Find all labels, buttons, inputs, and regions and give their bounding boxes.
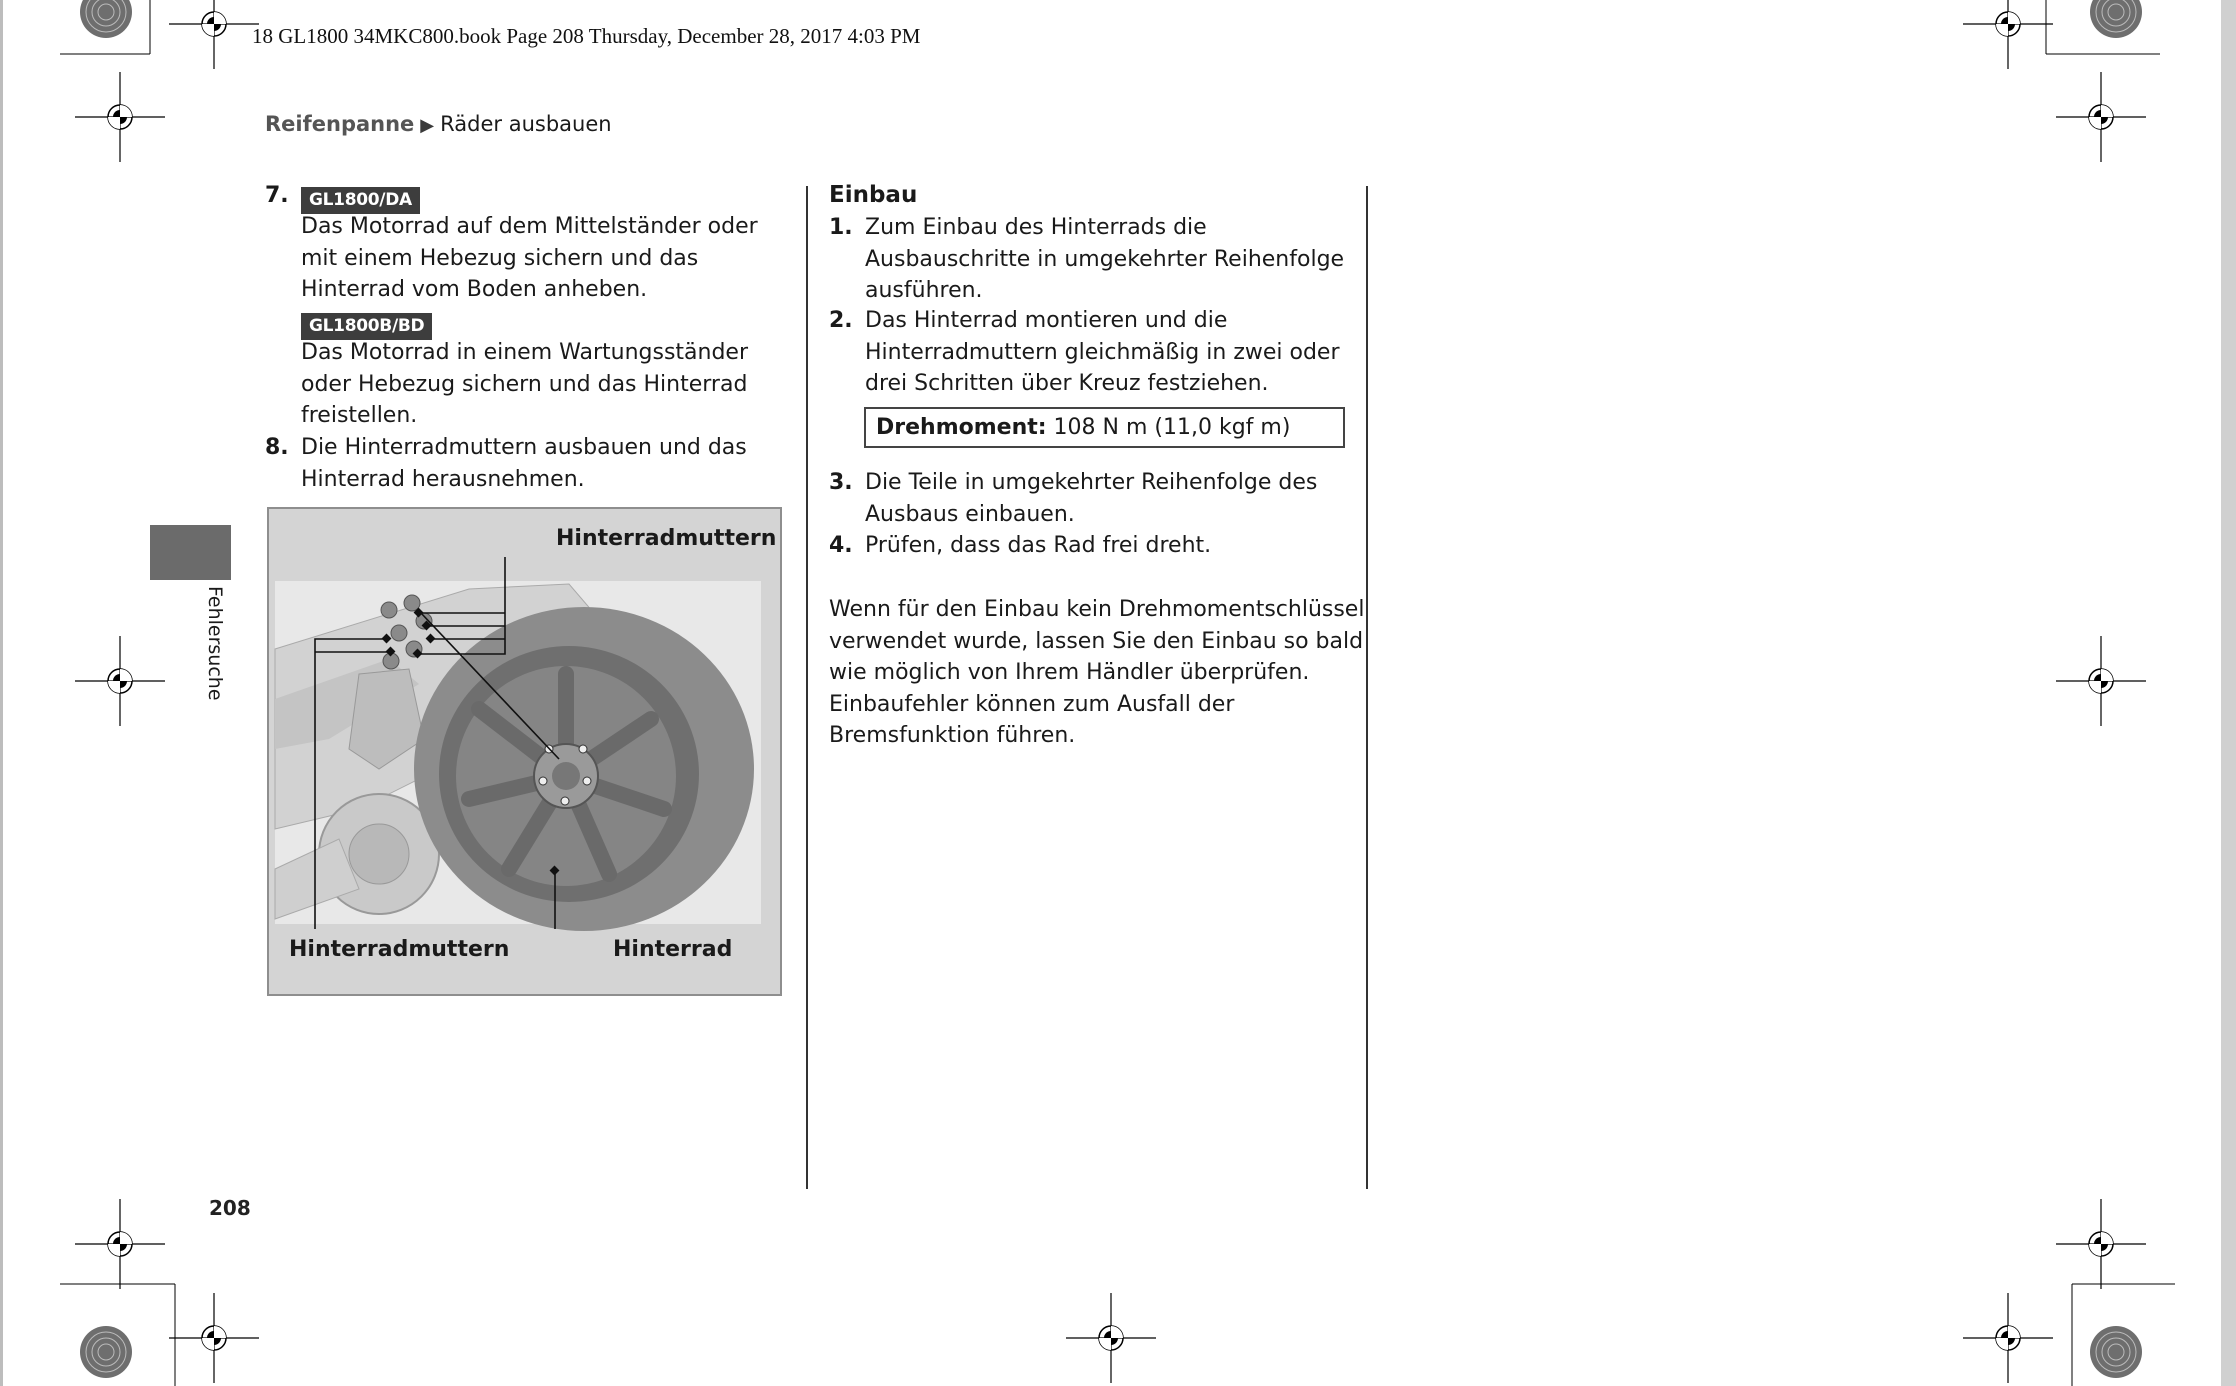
- text-line: Ausbaus einbauen.: [865, 501, 1075, 527]
- step-7-text-b: [301, 337, 748, 432]
- torque-value: 108 N m (11,0 kgf m): [1046, 415, 1291, 440]
- text-line: Die Teile in umgekehrter Reihenfolge des: [865, 470, 1318, 495]
- text-line: oder Hebezug sichern und das Hinterrad: [301, 371, 748, 397]
- text-line: wie möglich von Ihrem Händler überprüfen.: [829, 660, 1310, 685]
- step-number: 8.: [265, 435, 289, 460]
- text-line: mit einem Hebezug sichern und das: [301, 245, 699, 271]
- text-line: Das Motorrad auf dem Mittelständer oder: [301, 214, 758, 239]
- text-line: drei Schritten über Kreuz festziehen.: [865, 371, 1269, 396]
- text-line: Hinterrad herausnehmen.: [301, 466, 585, 492]
- section-title-einbau: Einbau: [829, 182, 918, 208]
- breadcrumb-current: Räder ausbauen: [440, 112, 612, 136]
- print-header-line: 18 GL1800 34MKC800.book Page 208 Thursday, December 28, 2017 4:03 PM: [252, 24, 921, 48]
- text-line: Bremsfunktion führen.: [829, 723, 1076, 748]
- chapter-tab-marker: [150, 525, 231, 580]
- text-line: Hinterradmuttern gleichmäßig in zwei oder: [865, 339, 1340, 365]
- text-line: Das Motorrad in einem Wartungsständer: [301, 340, 749, 365]
- rear-wheel-illustration: [267, 507, 782, 996]
- step-7-text-a: [301, 211, 758, 306]
- text-line: freistellen.: [301, 403, 418, 428]
- text-line: Hinterrad vom Boden anheben.: [301, 277, 648, 302]
- text-line: Ausbauschritte in umgekehrter Reihenfolge: [865, 246, 1345, 272]
- step-number: 7.: [265, 183, 289, 208]
- model-badge-gl1800-da: GL1800/DA: [301, 187, 420, 214]
- step-number: 2.: [829, 308, 853, 333]
- label-rear-wheel: Hinterrad: [613, 937, 733, 962]
- step-7: [265, 180, 785, 440]
- text-line: Prüfen, dass das Rad frei dreht.: [865, 533, 1212, 558]
- torque-spec-box: [864, 407, 1345, 448]
- step-number: 1.: [829, 215, 853, 240]
- wheel-drawing: [269, 509, 780, 994]
- label-rear-wheel-nuts-top: Hinterradmuttern: [556, 526, 777, 551]
- install-step-2: [829, 305, 1349, 401]
- text-line: verwendet wurde, lassen Sie den Einbau so bald: [829, 628, 1364, 654]
- label-rear-wheel-nuts-bottom: Hinterradmuttern: [289, 937, 510, 962]
- install-step-1: [829, 212, 1349, 308]
- breadcrumb-parent: Reifenpanne: [265, 112, 415, 136]
- text-line: ausführen.: [865, 278, 983, 303]
- torque-note: [829, 594, 1364, 752]
- text-line: Zum Einbau des Hinterrads die: [865, 215, 1207, 240]
- text-line: Wenn für den Einbau kein Drehmomentschlüssel: [829, 597, 1365, 622]
- breadcrumb-arrow-icon: ▶: [420, 115, 435, 136]
- text-line: Einbaufehler können zum Ausfall der: [829, 691, 1235, 717]
- chapter-tab-label: Fehlersuche: [204, 586, 226, 701]
- column-divider-left: [806, 186, 808, 1189]
- install-step-3: [829, 467, 1349, 531]
- model-badge-gl1800b-bd: GL1800B/BD: [301, 313, 432, 340]
- breadcrumb: [265, 112, 612, 136]
- torque-label: Drehmoment:: [876, 415, 1047, 440]
- step-number: 3.: [829, 470, 853, 495]
- install-step-4: [829, 530, 1349, 562]
- page-number: 208: [209, 1196, 251, 1220]
- column-divider-right: [1366, 186, 1368, 1189]
- text-line: Das Hinterrad montieren und die: [865, 308, 1228, 333]
- step-number: 4.: [829, 533, 853, 558]
- text-line: Die Hinterradmuttern ausbauen und das: [301, 435, 747, 460]
- step-8: [265, 432, 785, 498]
